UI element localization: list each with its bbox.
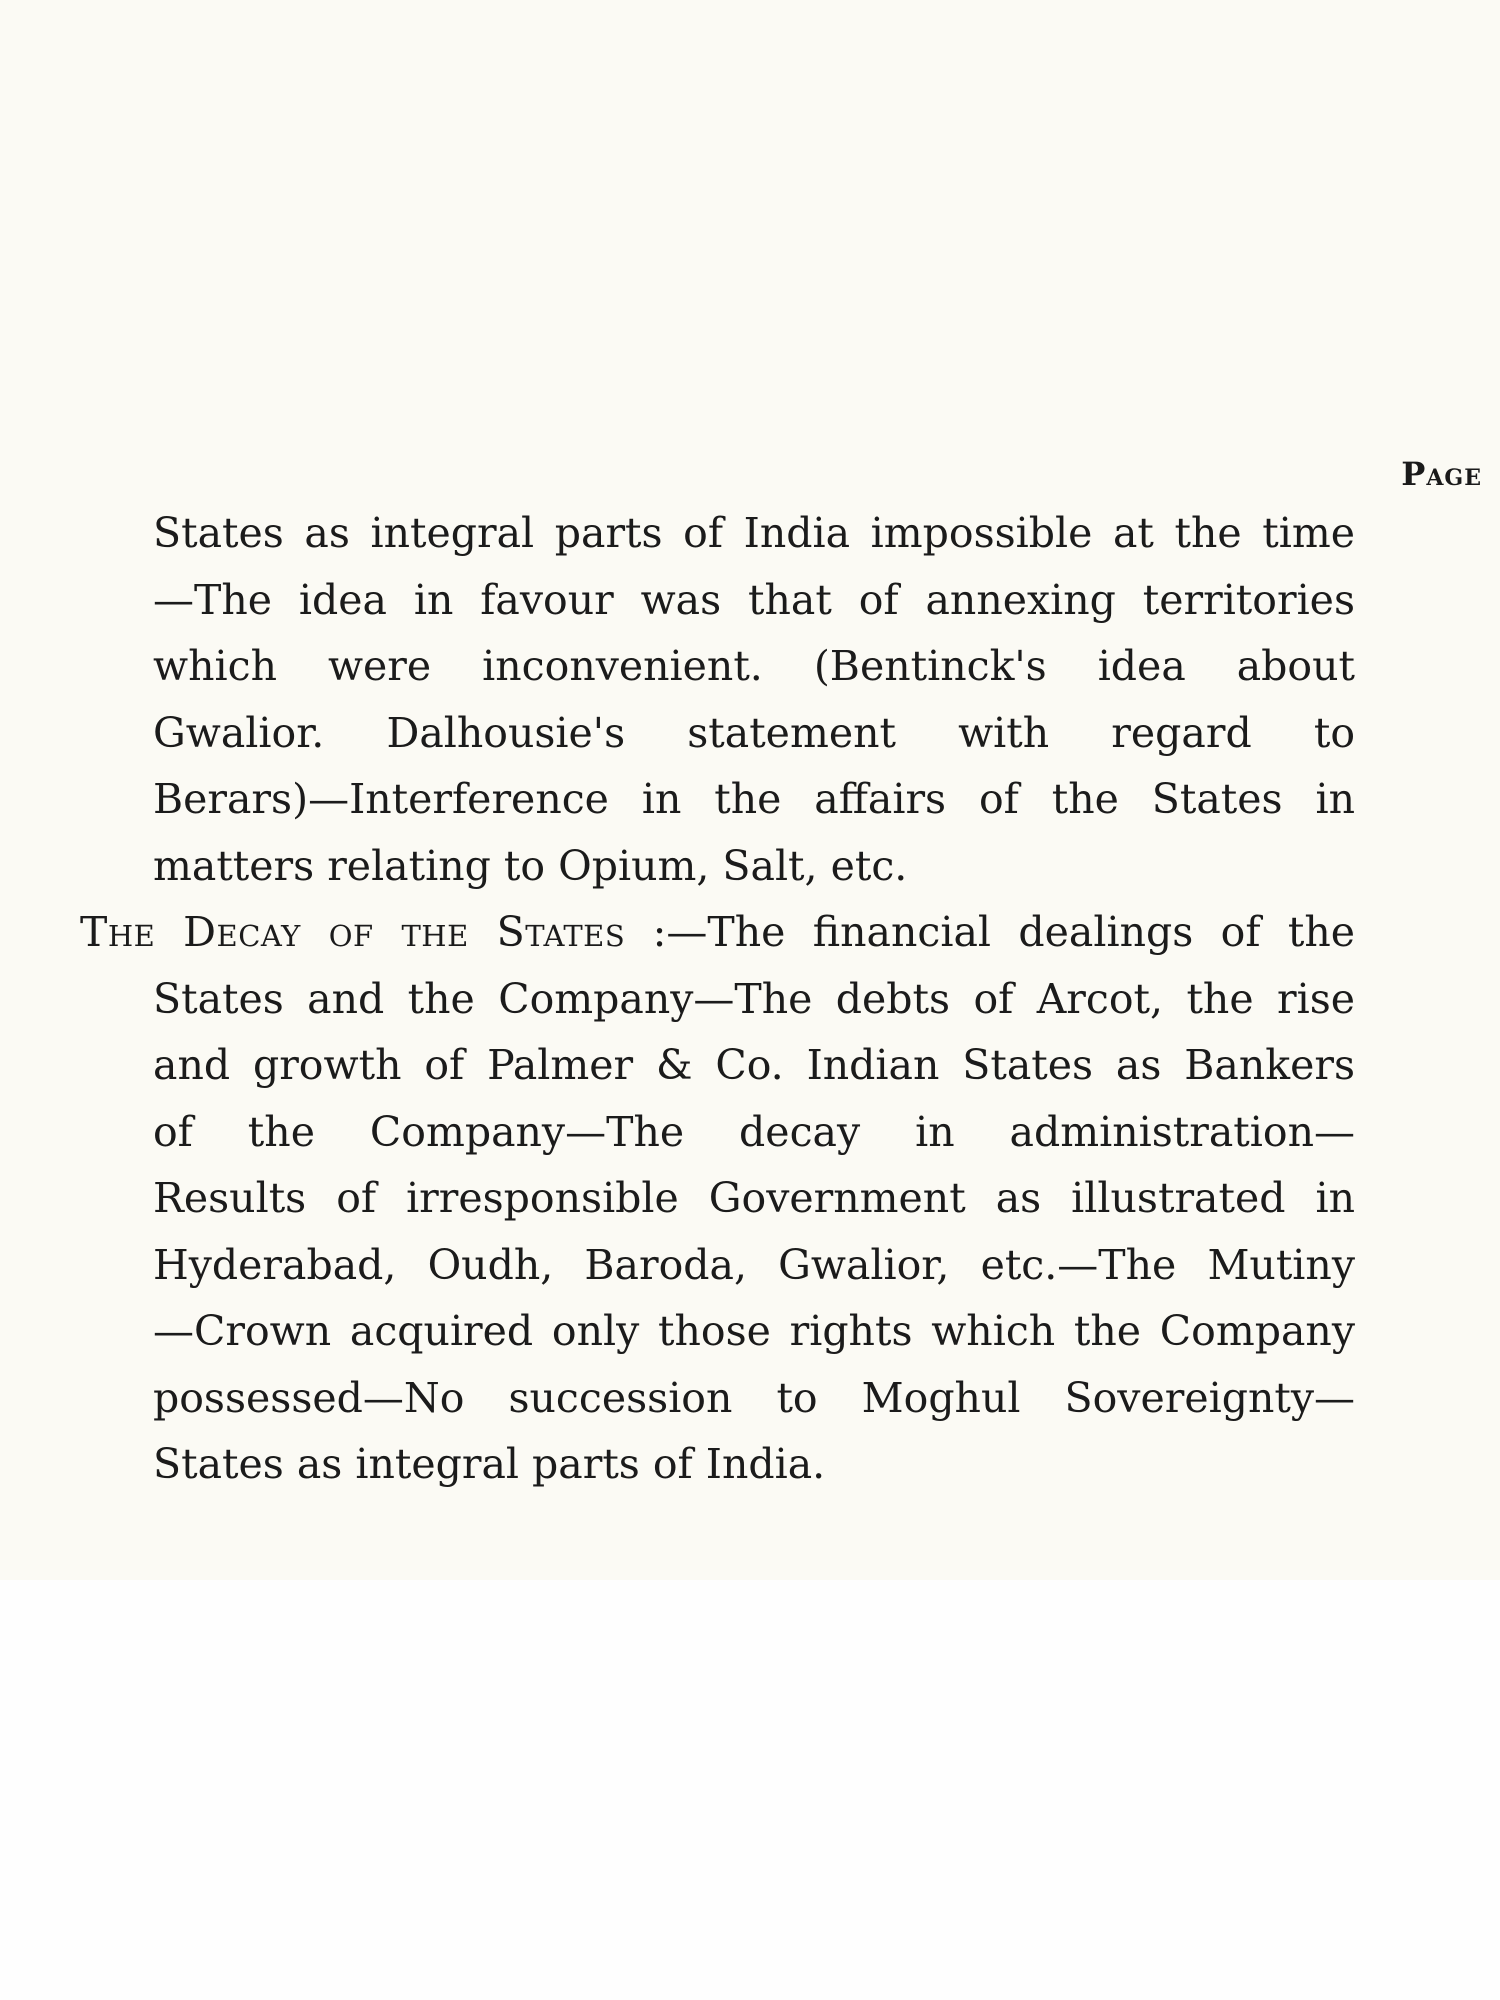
text-line: —Crown acquired only those rights which the Company — [153, 1307, 1355, 1355]
heading-continuation: :—The financial dealings of the — [625, 908, 1356, 956]
page-column-label: Page — [1401, 455, 1482, 493]
text-line: possessed—No succession to Moghul Sovereignty— — [153, 1373, 1355, 1422]
text-line: States as integral parts of India impossible at the time — [153, 509, 1355, 557]
entry-first-line — [80, 899, 1355, 966]
contents-body — [0, 500, 1500, 1498]
text-line: Gwalior. Dalhousie's statement with regard to — [153, 708, 1355, 757]
page-margin — [0, 1580, 1500, 2000]
text-line: —The idea in favour was that of annexing territories — [153, 575, 1355, 624]
text-line: which were inconvenient. (Bentinck's idea about — [153, 642, 1355, 690]
text-line: of the Company—The decay in administration— — [153, 1107, 1355, 1156]
contents-entry-decay-of-states — [0, 899, 1355, 1498]
text-line: Results of irresponsible Government as illustrated in — [153, 1174, 1355, 1222]
text-line: Berars)—Interference in the affairs of the States in — [153, 775, 1355, 823]
text-line: States and the Company—The debts of Arcot, the rise — [153, 974, 1355, 1023]
text-line: States as integral parts of India. — [153, 1440, 826, 1488]
contents-entry-continuation — [0, 500, 1355, 899]
text-line: and growth of Palmer & Co. Indian States as Bankers — [153, 1041, 1355, 1089]
section-heading: The Decay of the States — [80, 908, 626, 956]
text-line: Hyderabad, Oudh, Baroda, Gwalior, etc.—The Mutiny — [153, 1240, 1355, 1289]
text-line: matters relating to Opium, Salt, etc. — [153, 841, 908, 890]
